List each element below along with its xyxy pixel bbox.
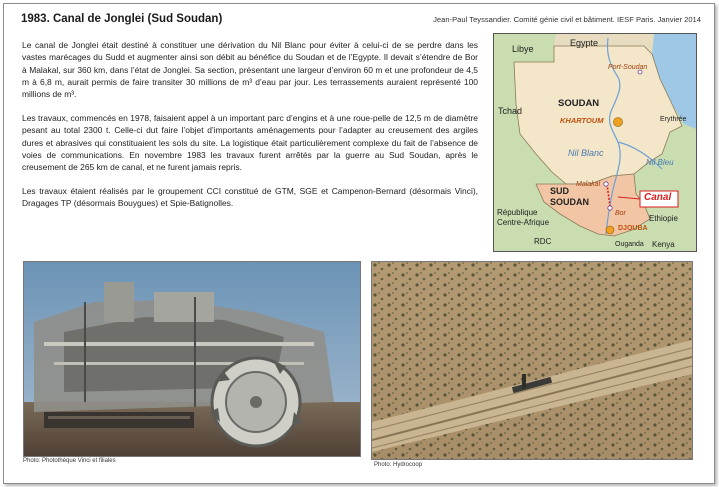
aerial-illustration: [372, 262, 692, 459]
page-title: 1983. Canal de Jonglei (Sud Soudan): [21, 13, 223, 25]
map-label-djouba: DJOUBA: [618, 225, 648, 232]
paragraph-works: Les travaux, commencés en 1978, faisaient appel à un important parc d’engins et à une roue-pelle de 12,5 m de diamètre pesant au total 2300 t. Celle-ci dut faire l’objet d’importants aménagements pour l’adapter au creusement des argiles dures et abrasives qui constituaient les sols du site. La logistique était particulièrement complexe du fait de l’absence de voies de communications. En novembre 1983 les travaux furent arrêtés par la guerre au Sud Soudan, après le creusement de 265 km de canal, et ne furent jamais repris.: [22, 112, 478, 173]
map-label-soudan: SOUDAN: [558, 98, 600, 109]
map-label-bor: Bor: [615, 210, 626, 217]
author-credit: Jean-Paul Teyssandier. Comité génie civil et bâtiment. IESF Paris. Janvier 2014: [433, 15, 701, 24]
map-label-khartoum: KHARTOUM: [560, 116, 604, 125]
map-label-port-soudan: Port-Soudan: [608, 64, 648, 71]
map-label-erythree: Erythrée: [660, 116, 687, 123]
photo-aerial-canal: [371, 261, 693, 460]
photo-caption-hydrocoop: Photo: Hydrocoop: [374, 462, 423, 468]
paragraph-description: Le canal de Jonglei était destiné à constituer une dérivation du Nil Blanc pour éviter à celui-ci de se perdre dans les vastes marécages du Sudd et augmenter ainsi son débit au bénéfice du Soudan et de l’Egypte. Il devait s’étendre de Bor à Malakal, sur 360 km, dans l’état de Jonglei. Sa section, présentant une largeur d’environ 60 m et une profondeur de 4,5 m à 6,8 m, aurait permis de faire transiter 30 millions de m³ d’eau par jour. Les terrassements auraient représenté 100 millions de m³.: [22, 40, 478, 100]
map-label-libye: Libye: [512, 44, 534, 54]
map-label-rdc: RDC: [534, 237, 552, 246]
map-label-tchad: Tchad: [498, 106, 523, 116]
map-label-ethiopie: Ethiopie: [649, 214, 678, 223]
bor-dot: [608, 206, 612, 210]
map-label-canal: Canal: [644, 192, 672, 203]
excavator-illustration: [24, 262, 360, 456]
body-text: [22, 39, 478, 221]
map-label-kenya: Kenya: [652, 240, 675, 249]
photo-caption-vinci: Photo: Photothèque Vinci et filiales: [23, 458, 116, 464]
map-label-malakal: Malakal: [576, 181, 601, 188]
sudan-map: [493, 33, 697, 252]
map-label-nil-blanc: Nil Blanc: [568, 148, 604, 158]
map-label-sud-soudan: SUD SOUDAN: [550, 186, 590, 207]
djouba-dot: [606, 226, 614, 234]
map-label-ouganda: Ouganda: [615, 241, 644, 248]
paragraph-contractors: Les travaux étaient réalisés par le groupement CCI constitué de GTM, SGE et Campenon-Bernard (désormais Vinci), Dragages TP (désormais Bouygues) et Spie-Batignolles.: [22, 185, 478, 209]
map-label-nil-bleu: Nil Bleu: [646, 158, 674, 167]
map-label-republique-centre-afrique: République Centre-Afrique: [497, 208, 550, 227]
photo-bucket-wheel-excavator: [23, 261, 361, 457]
malakal-dot: [604, 182, 608, 186]
map-label-egypte: Egypte: [570, 38, 599, 48]
khartoum-dot: [614, 118, 623, 127]
